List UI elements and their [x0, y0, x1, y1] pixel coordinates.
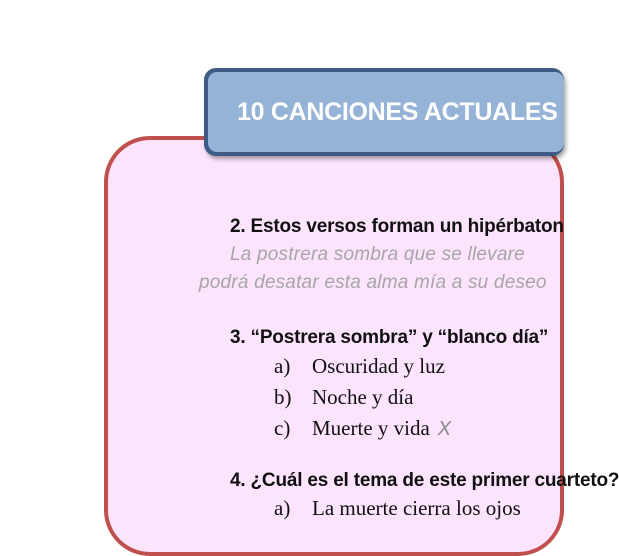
option-c-text: Muerte y vida	[312, 416, 430, 440]
answer-mark: X	[437, 418, 452, 440]
option-4a-letter: a)	[274, 496, 291, 520]
option-a-letter: a)	[274, 354, 291, 378]
option-4a-text: La muerte cierra los ojos	[312, 496, 521, 520]
option-a[interactable]	[274, 354, 445, 379]
title-banner	[204, 68, 564, 156]
option-c[interactable]	[274, 416, 451, 441]
question-3: 3. “Postrera sombra” y “blanco día”	[230, 327, 549, 348]
option-b-letter: b)	[274, 385, 292, 409]
option-c-letter: c)	[274, 416, 291, 440]
page-title: 10 CANCIONES ACTUALES	[237, 98, 558, 126]
option-b-text: Noche y día	[312, 385, 414, 409]
verse-line-2: podrá desatar esta alma mía a su deseo	[199, 272, 547, 293]
option-4a[interactable]	[274, 496, 521, 521]
verse-line-1: La postrera sombra que se llevare	[230, 244, 525, 265]
question-4: 4. ¿Cuál es el tema de este primer cuarteto?	[230, 470, 619, 491]
question-2: 2. Estos versos forman un hipérbaton	[230, 216, 564, 237]
option-a-text: Oscuridad y luz	[312, 354, 445, 378]
option-b[interactable]	[274, 385, 413, 410]
title-banner-inner	[208, 72, 564, 152]
